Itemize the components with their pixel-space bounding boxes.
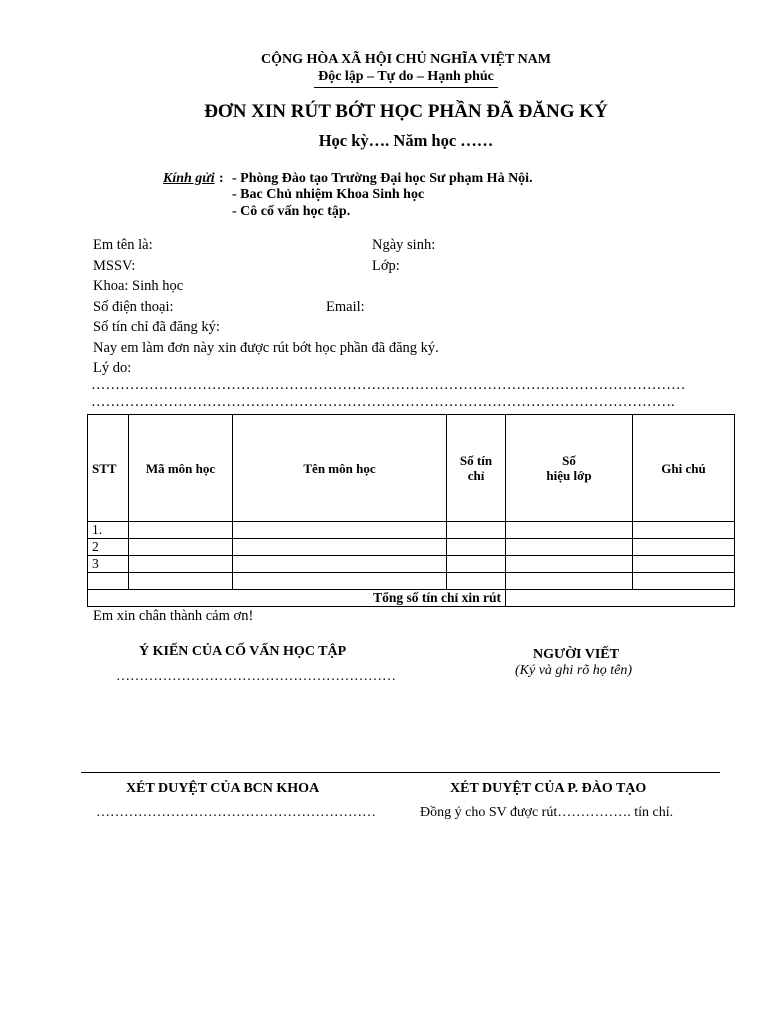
faculty-approval-dots: …………………………………………………… <box>96 805 376 820</box>
cell-note[interactable] <box>633 556 735 573</box>
total-credits-label: Tổng số tín chỉ xin rút <box>88 590 506 607</box>
advisor-opinion-heading: Ý KIẾN CỦA CỐ VẤN HỌC TẬP <box>139 644 347 659</box>
term-line: Học kỳ…. Năm học …… <box>318 131 494 150</box>
addressee-label: Kính gửi <box>163 171 215 186</box>
col-header-class-code-line2: hiệu lớp <box>546 468 592 483</box>
nation-heading: CỘNG HÒA XÃ HỘI CHỦ NGHĨA VIỆT NAM <box>260 52 551 67</box>
email-field-label: Email: <box>326 299 365 315</box>
cell-course-name[interactable] <box>233 556 447 573</box>
col-header-note: Ghi chú <box>633 415 735 522</box>
cell-course-code[interactable] <box>129 539 233 556</box>
thanks-line: Em xin chân thành cảm ơn! <box>93 608 254 624</box>
cell-course-code[interactable] <box>129 522 233 539</box>
cell-note[interactable] <box>633 539 735 556</box>
col-header-credits-line2: chỉ <box>467 468 485 483</box>
cell-class-code[interactable] <box>506 573 633 590</box>
motto-text: Độc lập – Tự do – Hạnh phúc <box>314 69 498 88</box>
table-row <box>88 522 735 539</box>
cell-credits[interactable] <box>447 573 506 590</box>
cell-class-code[interactable] <box>506 556 633 573</box>
col-header-course-name: Tên môn học <box>233 415 447 522</box>
cell-credits[interactable] <box>447 539 506 556</box>
form-title: ĐƠN XIN RÚT BỚT HỌC PHẦN ĐÃ ĐĂNG KÝ <box>204 101 608 122</box>
table-total-row <box>88 590 735 607</box>
name-field-label: Em tên là: <box>93 237 153 253</box>
cell-course-name[interactable] <box>233 539 447 556</box>
cell-course-name[interactable] <box>233 522 447 539</box>
class-field-label: Lớp: <box>372 258 400 274</box>
section-divider <box>81 772 720 773</box>
request-statement: Nay em làm đơn này xin được rút bớt học phần đã đăng ký. <box>93 340 439 356</box>
col-header-credits <box>447 415 506 522</box>
row-number: 1. <box>88 522 129 539</box>
col-header-course-code: Mã môn học <box>129 415 233 522</box>
student-id-field-label: MSSV: <box>93 258 136 274</box>
training-approval-text: Đồng ý cho SV được rút……………. tín chỉ. <box>420 805 674 820</box>
credits-registered-label: Số tín chỉ đã đăng ký: <box>93 319 220 335</box>
advisor-opinion-dots: …………………………………………………… <box>116 669 396 684</box>
cell-course-name[interactable] <box>233 573 447 590</box>
row-number: 3 <box>88 556 129 573</box>
cell-note[interactable] <box>633 573 735 590</box>
cell-class-code[interactable] <box>506 522 633 539</box>
recipient-training-office: - Phòng Đào tạo Trường Đại học Sư phạm Hà Nội. <box>232 171 533 186</box>
motto <box>0 69 768 88</box>
total-credits-value[interactable] <box>506 590 735 607</box>
reason-dotted-line-1: …………………………………………………………………………………………………………… <box>91 377 686 393</box>
reason-dotted-line-2: …………………………………………………………………………………………………………. <box>91 394 675 410</box>
course-table <box>87 414 735 607</box>
col-header-credits-line1: Số tín <box>459 453 493 468</box>
recipient-faculty-board: - Bac Chủ nhiệm Khoa Sinh học <box>232 187 425 202</box>
table-row <box>88 539 735 556</box>
table-header-row <box>88 415 735 522</box>
table-row <box>88 556 735 573</box>
cell-credits[interactable] <box>447 522 506 539</box>
cell-class-code[interactable] <box>506 539 633 556</box>
cell-course-code[interactable] <box>129 556 233 573</box>
col-header-class-code-line1: Số <box>562 453 576 468</box>
col-header-class-code <box>506 415 633 522</box>
reason-label: Lý do: <box>93 360 132 376</box>
cell-course-code[interactable] <box>129 573 233 590</box>
cell-note[interactable] <box>633 522 735 539</box>
phone-field-label: Số điện thoại: <box>93 299 174 315</box>
cell-credits[interactable] <box>447 556 506 573</box>
row-number <box>88 573 129 590</box>
dob-field-label: Ngày sinh: <box>372 237 436 253</box>
table-row <box>88 573 735 590</box>
col-header-stt: STT <box>88 415 129 522</box>
recipient-advisor: - Cô cố vấn học tập. <box>232 204 351 219</box>
addressee-colon: : <box>219 171 224 186</box>
training-approval-heading: XÉT DUYỆT CỦA P. ĐÀO TẠO <box>450 781 647 796</box>
writer-signature-note: (Ký và ghi rõ họ tên) <box>515 663 633 678</box>
writer-heading: NGƯỜI VIẾT <box>533 647 619 662</box>
faculty-approval-heading: XÉT DUYỆT CỦA BCN KHOA <box>126 781 320 796</box>
row-number: 2 <box>88 539 129 556</box>
faculty-field: Khoa: Sinh học <box>93 278 184 294</box>
